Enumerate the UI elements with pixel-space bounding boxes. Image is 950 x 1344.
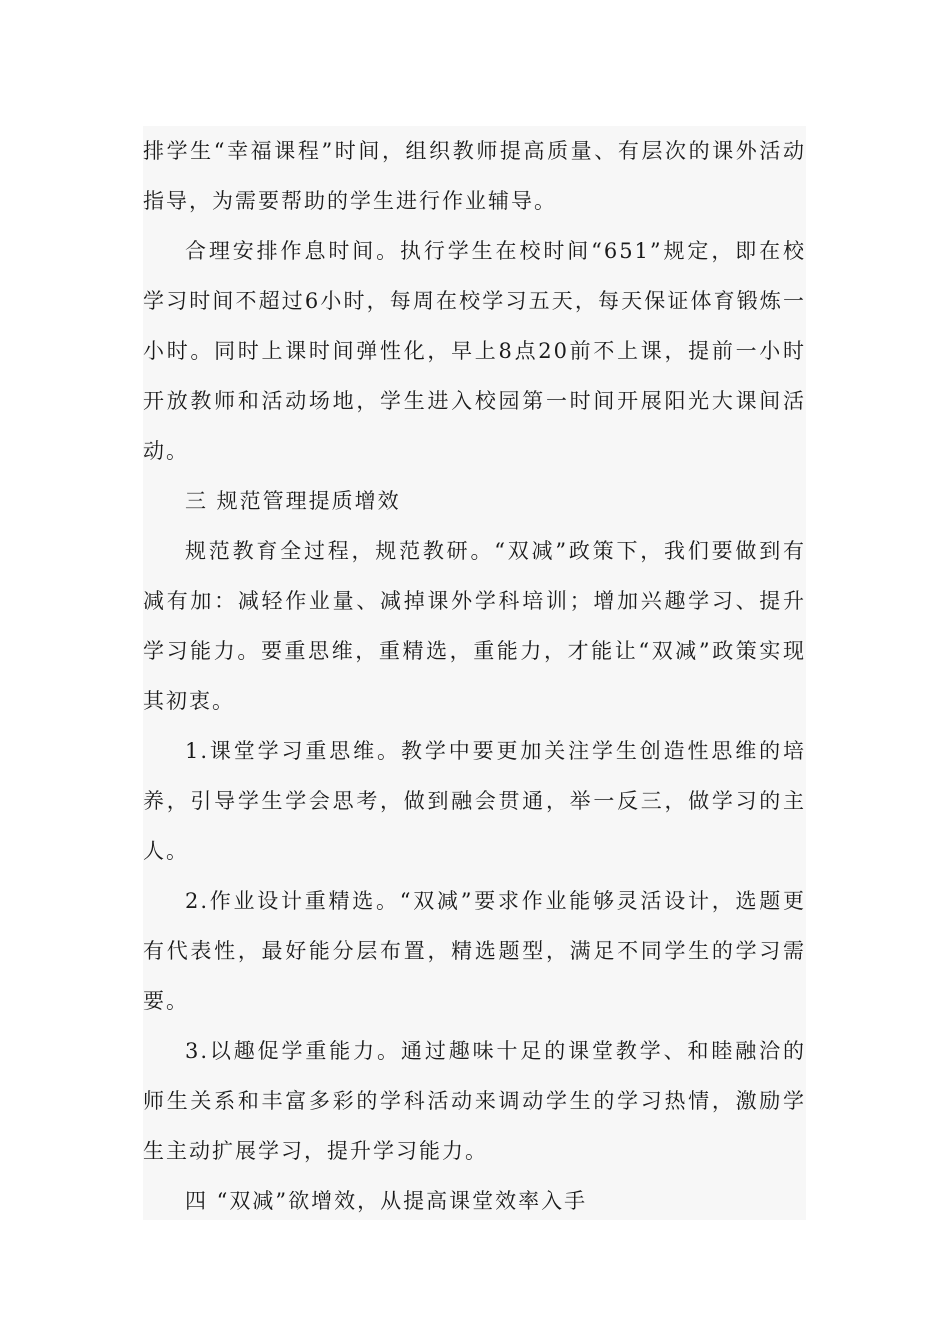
list-item-1: 1.课堂学习重思维。教学中要更加关注学生创造性思维的培养，引导学生学会思考，做到融会贯通，举一反三，做学习的主人。	[143, 739, 806, 863]
list-item-3: 3.以趣促学重能力。通过趣味十足的课堂教学、和睦融洽的师生关系和丰富多彩的学科活动来调动学生的学习热情，激励学生主动扩展学习，提升学习能力。	[143, 1039, 806, 1163]
paragraph-continued: 排学生“幸福课程”时间，组织教师提高质量、有层次的课外活动指导，为需要帮助的学生进行作业辅导。	[143, 139, 806, 213]
document-body	[143, 126, 806, 1220]
list-item-2: 2.作业设计重精选。“双减”要求作业能够灵活设计，选题更有代表性，最好能分层布置，精选题型，满足不同学生的学习需要。	[143, 889, 806, 1013]
section-heading-3: 三 规范管理提质增效	[185, 489, 401, 513]
paragraph-schedule: 合理安排作息时间。执行学生在校时间“651”规定，即在校学习时间不超过6小时，每周在校学习五天，每天保证体育锻炼一小时。同时上课时间弹性化，早上8点20前不上课，提前一小时开放教师和活动场地，学生进入校园第一时间开展阳光大课间活动。	[143, 239, 806, 463]
section-heading-4: 四 “双减”欲增效，从提高课堂效率入手	[185, 1189, 588, 1213]
paragraph-standardize: 规范教育全过程，规范教研。“双减”政策下，我们要做到有减有加：减轻作业量、减掉课外学科培训；增加兴趣学习、提升学习能力。要重思维，重精选，重能力，才能让“双减”政策实现其初衷。	[143, 539, 806, 713]
